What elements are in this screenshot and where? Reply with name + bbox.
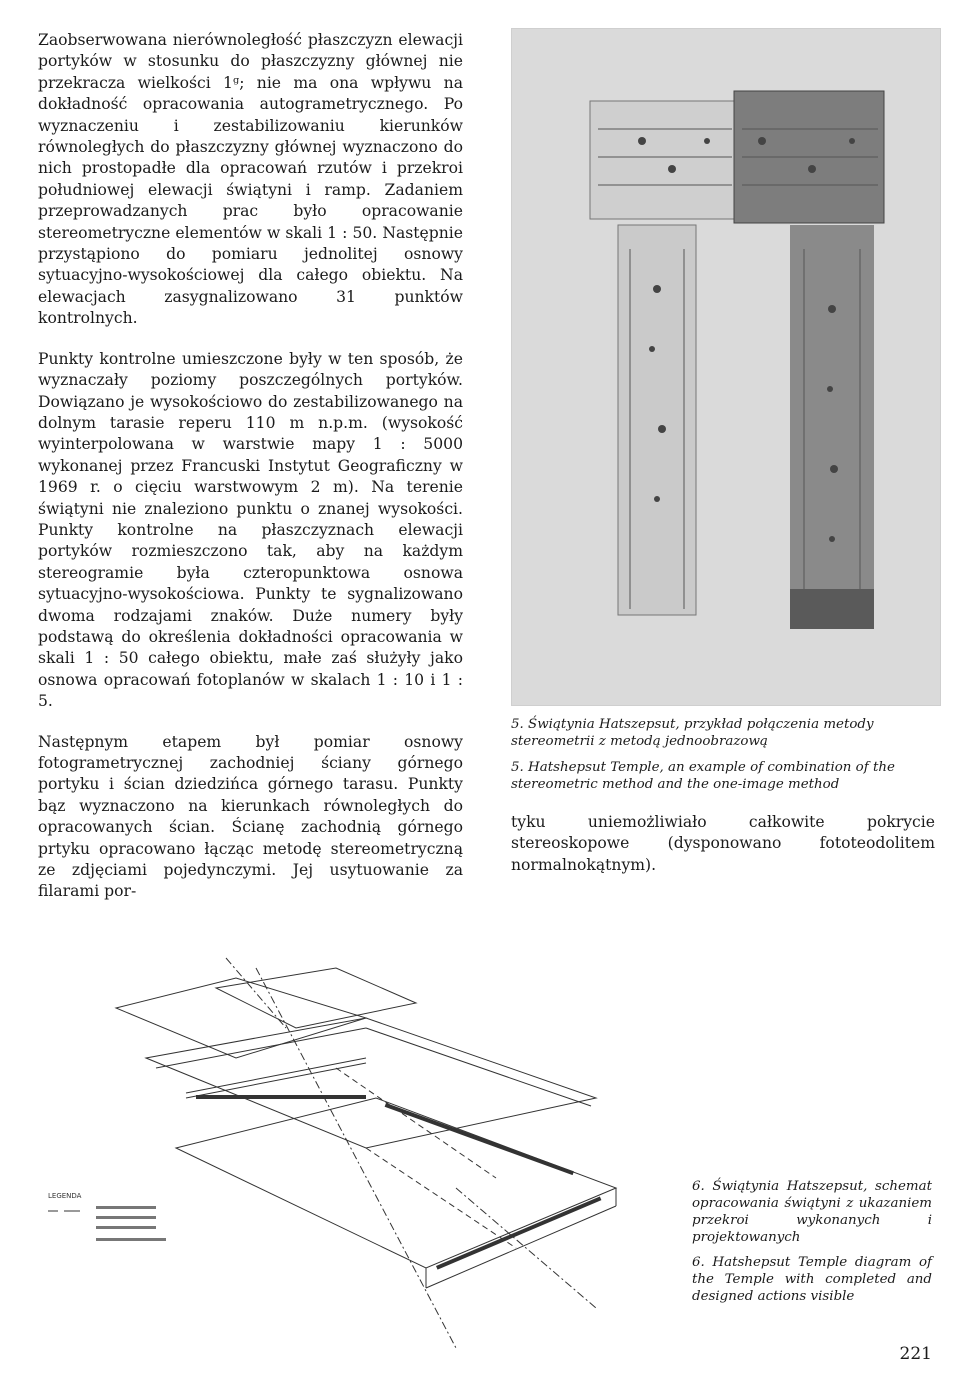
- legend-title: LEGENDA: [48, 1192, 82, 1200]
- left-text-column: [38, 30, 463, 903]
- figure-5-caption: [511, 716, 939, 802]
- right-paragraph-1: tyku uniemożliwiało całkowite pokrycie stereoskopowe (dysponowano fototeodolitem normalnokątnym).: [511, 813, 935, 874]
- paragraph-3: Następnym etapem był pomiar osnowy fotogrametrycznej zachodniej ściany górnego portyku i ścian dziedzińca górnego tarasu. Punkty bąz wyznaczono na kierunkach równoległych do opracowanych ścian. Ścianę zachodnią górnego prtyku opracowano łącząc metodę stereometryczną ze zdjęciami pojedynczymi. Jej usytuowanie za filarami por-: [38, 732, 463, 901]
- figure-6-caption: [692, 1178, 932, 1313]
- right-text-column: [511, 812, 935, 876]
- legend: [48, 1192, 166, 1241]
- figure-6-caption-pl: 6. Świątynia Hatszepsut, schemat opracowania świątyni z ukazaniem przekroi wykonanych i projektowanych: [692, 1179, 932, 1245]
- figure-5-caption-en: 5. Hatshepsut Temple, an example of combination of the stereometric method and the one-image method: [511, 760, 895, 792]
- paragraph-1: Zaobserwowana nierównoległość płaszczyzn elewacji portyków w stosunku do płaszczyzny głównej nie przekracza wielkości 1ᵍ; nie ma ona wpływu na dokładność opracowania autogrametrycznego. Po wyznaczeniu i zestabilizowaniu kierunków równoległych do płaszczyzny głównej wyznaczono do nich prostopadłe dla opracowań rzutów i przekroi południowej elewacji świątyni i ramp. Zadaniem przeprowadzanych prac było opracowanie stereometryczne elementów w skali 1 : 50. Następnie przystąpiono do pomiaru jednolitej osnowy sytuacyjno-wysokościowej dla całego obiektu. Na elewacjach zasygnalizowano 31 punktów kontrolnych.: [38, 31, 463, 328]
- figure-5-caption-pl: 5. Świątynia Hatszepsut, przykład połączenia metody stereometrii z metodą jednoobrazową: [511, 717, 874, 749]
- figure-5-doorway-photo: [511, 28, 941, 706]
- paragraph-2: Punkty kontrolne umieszczone były w ten sposób, że wyznaczały poziomy poszczególnych portyków. Dowiązano je wysokościowo do zestabilizowanego na dolnym tarasie reperu 110 m n.p.m. (wysokość wyinterpolowana w warstwie mapy 1 : 5000 wykonanej przez Francuski Instytut Geograficzny w 1969 r. o cięciu warstwowym 2 m). Na terenie świątyni nie znaleziono punktu o znanej wysokości. Punkty kontrolne na płaszczyznach elewacji portyków rozmieszczono tak, aby na każdym stereogramie była czteropunktowa osnowa sytuacyjno-wysokościowa. Punkty te sygnalizowano dwoma rodzajami znaków. Duże numery były podstawą do określenia dokładności opracowania w skali 1 : 50 całego obiektu, małe zaś służyły jako osnowa opracowań fotoplanów w skalach 1 : 10 i 1 : 5.: [38, 349, 463, 711]
- page-number: 221: [899, 1344, 932, 1364]
- doorway-illustration: [512, 29, 940, 705]
- figure-6-temple-diagram: [36, 948, 680, 1356]
- figure-6-caption-en: 6. Hatshepsut Temple diagram of the Temple with completed and designed actions visible: [692, 1255, 932, 1304]
- temple-perspective-drawing: [36, 948, 680, 1356]
